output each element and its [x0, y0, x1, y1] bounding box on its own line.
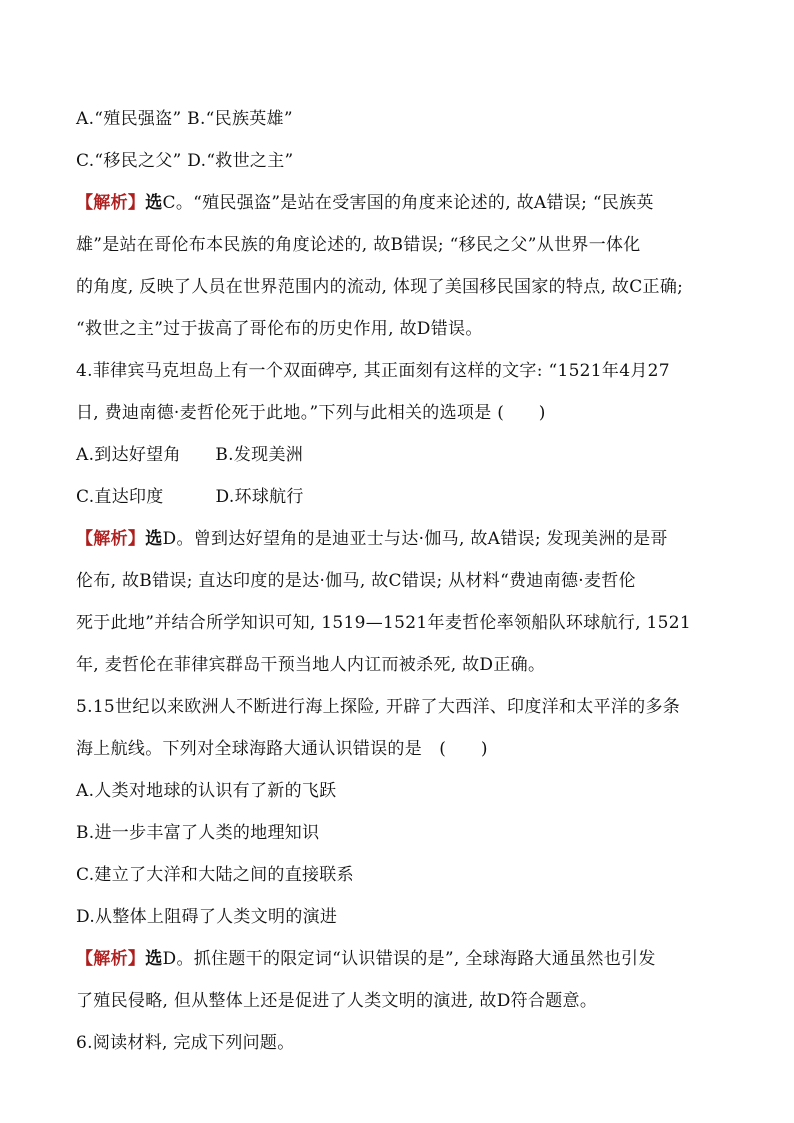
answer-lead: 选 [145, 193, 163, 213]
question-line: 日, 费迪南德·麦哲伦死于此地。”下列与此相关的选项是 ( ) [76, 403, 546, 423]
question-line: 5.15世纪以来欧洲人不断进行海上探险, 开辟了大西洋、印度洋和太平洋的多条 [76, 697, 681, 717]
option-line: C.直达印度 D.环球航行 [76, 487, 304, 507]
text-line: “救世之主”过于拔高了哥伦布的历史作用, 故D错误。 [76, 319, 483, 339]
question-line: 4.菲律宾马克坦岛上有一个双面碑亭, 其正面刻有这样的文字: “1521年4月27 [76, 361, 670, 381]
analysis-line [76, 182, 720, 224]
question-line: 6.阅读材料, 完成下列问题。 [76, 1033, 295, 1053]
option-line: C.“移民之父” D.“救世之主” [76, 151, 294, 171]
text-line: 的角度, 反映了人员在世界范围内的流动, 体现了美国移民国家的特点, 故C正确; [76, 277, 684, 297]
analysis-tag: 【解析】 [76, 949, 146, 969]
text-line: 死于此地”并结合所学知识可知, 1519—1521年麦哲伦率领船队环球航行, 1521 [76, 613, 691, 633]
analysis-text: D。抓住题干的限定词“认识错误的是”, 全球海路大通虽然也引发 [162, 949, 656, 969]
text-line: 雄”是站在哥伦布本民族的角度论述的, 故B错误; “移民之父”从世界一体化 [76, 235, 641, 255]
option-line: C.建立了大洋和大陆之间的直接联系 [76, 865, 354, 885]
analysis-text: D。曾到达好望角的是迪亚士与达·伽马, 故A错误; 发现美洲的是哥 [162, 529, 668, 549]
text-line: 年, 麦哲伦在菲律宾群岛干预当地人内讧而被杀死, 故D正确。 [76, 655, 546, 675]
answer-lead: 选 [145, 529, 163, 549]
answer-lead: 选 [145, 949, 163, 969]
option-line: D.从整体上阻碍了人类文明的演进 [76, 907, 338, 927]
option-line: A.人类对地球的认识有了新的飞跃 [76, 781, 337, 801]
option-line: A.“殖民强盗” B.“民族英雄” [76, 109, 293, 129]
text-line: 伦布, 故B错误; 直达印度的是达·伽马, 故C错误; 从材料“费迪南德·麦哲伦 [76, 571, 636, 591]
analysis-line [76, 518, 720, 560]
analysis-tag: 【解析】 [76, 193, 146, 213]
option-line: B.进一步丰富了人类的地理知识 [76, 823, 320, 843]
analysis-line [76, 938, 720, 980]
analysis-tag: 【解析】 [76, 529, 146, 549]
text-line: 了殖民侵略, 但从整体上还是促进了人类文明的演进, 故D符合题意。 [76, 991, 598, 1011]
question-line: 海上航线。下列对全球海路大通认识错误的是 ( ) [76, 739, 488, 759]
option-line: A.到达好望角 B.发现美洲 [76, 445, 304, 465]
analysis-text: C。“殖民强盗”是站在受害国的角度来论述的, 故A错误; “民族英 [162, 193, 654, 213]
